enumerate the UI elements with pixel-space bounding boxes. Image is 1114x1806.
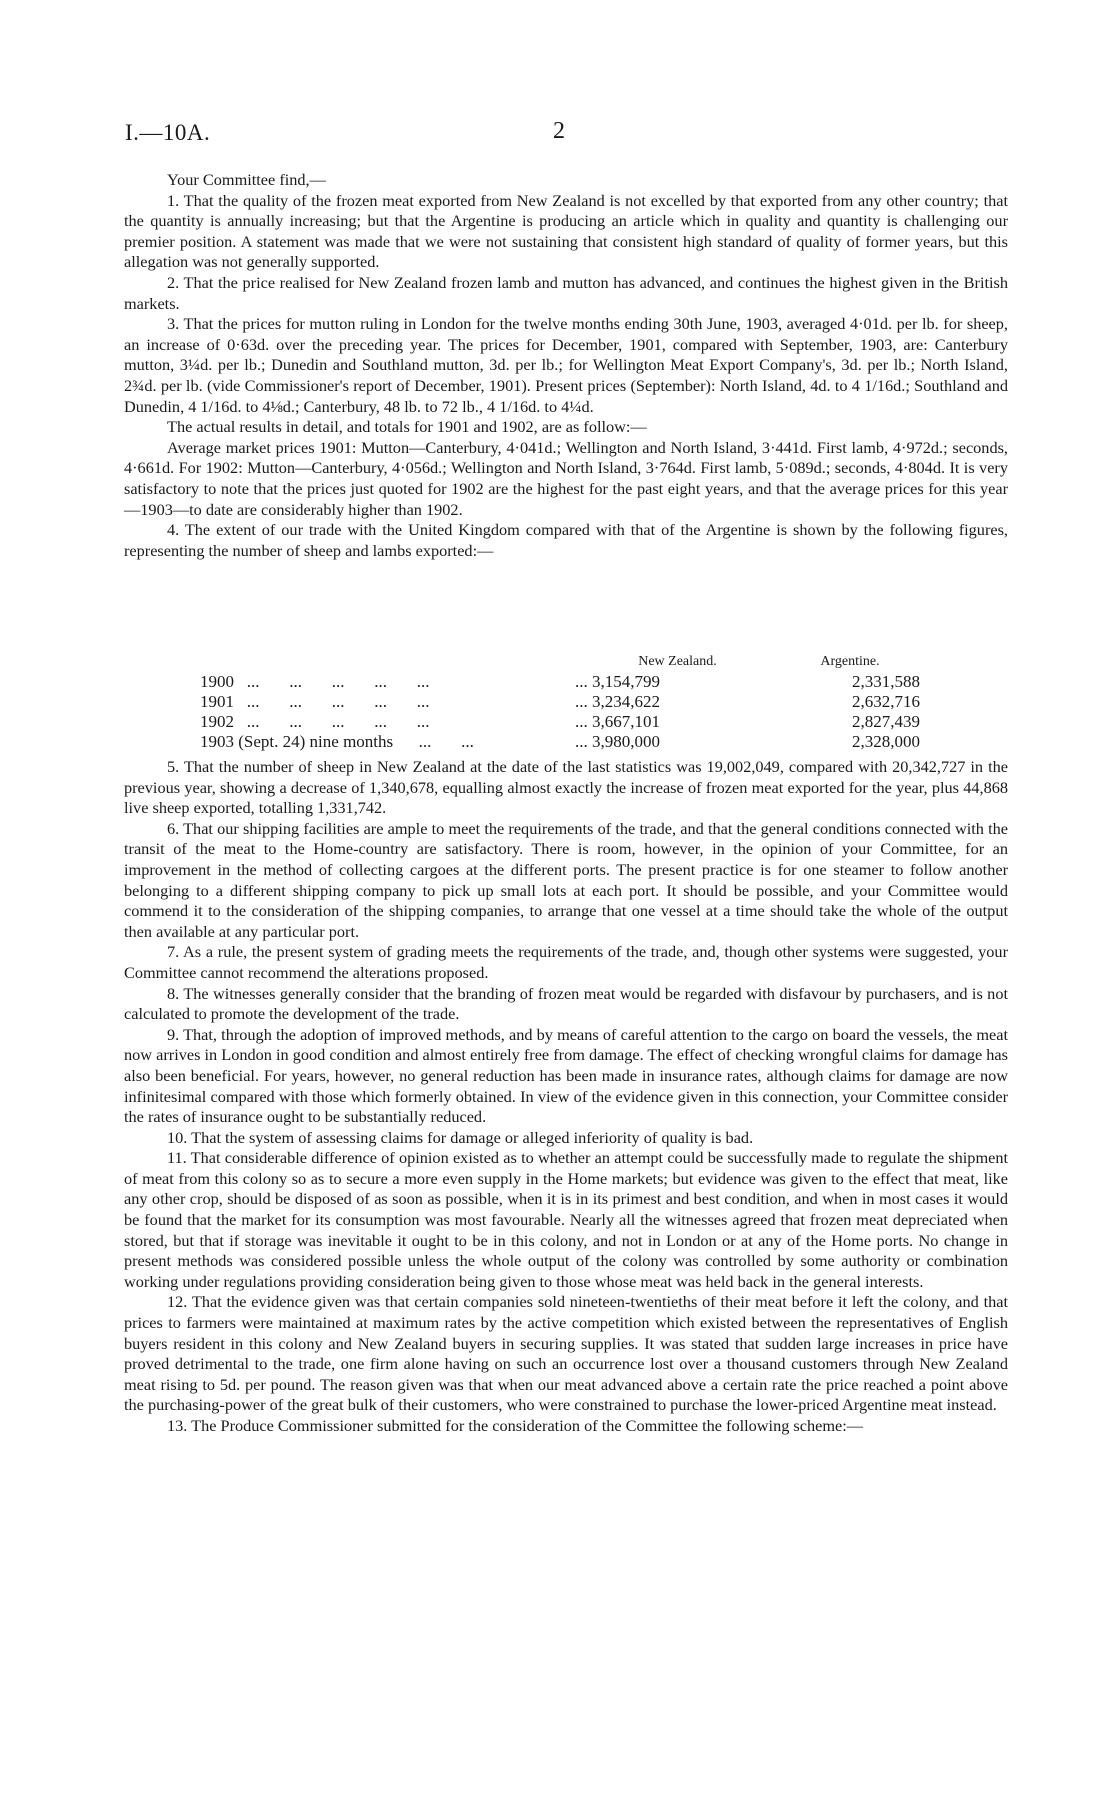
paragraph-2: 2. That the price realised for New Zealand frozen lamb and mutton has advanced, and continues the highest given in the British markets. — [124, 272, 1008, 313]
table-row — [200, 692, 920, 712]
table-row — [200, 712, 920, 732]
row-new-zealand-value: 3,980,000 — [592, 732, 660, 751]
paragraph-12: 12. That the evidence given was that certain companies sold nineteen-twentieths of their meat before it left the colony, and that prices to farmers were maintained at maximum rates by the active competition which existed between the representatives of English buyers resident in this colony and New Zealand buyers in securing supplies. It was stated that sudden large increases in price have proved detrimental to the trade, one firm alone having on such an occurrence lost over a thousand customers through New Zealand meat rising to 5d. per pound. The reason given was that when our meat advanced above a certain rate the price reached a point above the purchasing-power of the great bulk of their customers, who were constrained to purchase the lower-priced Argentine meat instead. — [124, 1292, 1008, 1415]
row-year: 1900 — [200, 672, 234, 691]
table-row — [200, 732, 920, 752]
paragraph-11: 11. That considerable difference of opinion existed as to whether an attempt could be successfully made to regulate the shipment of meat from this colony so as to secure a more even supply in the Home markets; but evidence was given to the effect that meat, like any other crop, should be disposed of as soon as possible, when it is in its primest and best condition, and when in most cases it would be found that the market for its consumption was most favourable. Nearly all the witnesses agreed that frozen meat depreciated when stored, but that if storage was inevitable it ought to be in this colony, and not in London or at any of the Home ports. No change in present methods was considered possible unless the whole output of the colony was controlled by some authority or combination working under regulations providing consideration being given to those whose meat was held back in the general interests. — [124, 1148, 1008, 1291]
paragraph-1: 1. That the quality of the frozen meat exported from New Zealand is not excelled by that exported from any other country; that the quantity is annually increasing; but that the Argentine is producing an article which in quality and quantity is challenging our premier position. A statement was made that we were not sustaining that consistent high standard of quality of former years, but this allegation was not generally supported. — [124, 190, 1008, 272]
page-number: 2 — [553, 118, 565, 144]
leader-dots: ... — [575, 692, 592, 711]
paragraph-prices: Average market prices 1901: Mutton—Canterbury, 4·041d.; Wellington and North Island, 3·441d. First lamb, 4·972d.; seconds, 4·661d. For 1902: Mutton—Canterbury, 4·056d.; Wellington and North Island, 3·764d. First lamb, 5·089d.; seconds, 4·804d. It is very satisfactory to note that the prices just quoted for 1902 are the highest for the past eight years, and that the average prices for this year—1903—to date are considerably higher than 1902. — [124, 437, 1008, 519]
leader-dots: ... ... ... ... ... — [246, 672, 430, 691]
paragraph-7: 7. As a rule, the present system of grading meets the requirements of the trade, and, though other systems were suggested, your Committee cannot recommend the alterations proposed. — [124, 942, 1008, 982]
leader-dots: ... — [575, 732, 592, 751]
table-header-row — [200, 652, 920, 672]
column-header-argentine: Argentine. — [820, 654, 880, 669]
text-block-bottom — [124, 757, 1008, 1437]
paragraph-intro: Your Committee find,— — [167, 170, 326, 189]
paragraph-3: 3. That the prices for mutton ruling in London for the twelve months ending 30th June, 1903, averaged 4·01d. per lb. for sheep, an increase of 0·63d. over the preceding year. The prices for December, 1901, compared with September, 1903, are: Canterbury mutton, 3¼d. per lb.; Dunedin and Southland mutton, 3d. per lb.; for Wellington Meat Export Company's, 3d. per lb.; North Island, 2¾d. per lb. (vide Commissioner's report of December, 1901). Present prices (September): North Island, 4d. to 4 1/16d.; Southland and Dunedin, 4 1/16d. to 4⅛d.; Canterbury, 48 lb. to 72 lb., 4 1/16d. to 4¼d. — [124, 314, 1008, 416]
leader-dots: ... ... ... ... ... — [246, 712, 430, 731]
row-year: 1903 (Sept. 24) nine months — [200, 732, 394, 751]
paragraph-6: 6. That our shipping facilities are ample to meet the requirements of the trade, and that the general conditions connected with the transit of the meat to the Home-country are satisfactory. There is room, however, in the opinion of your Committee, for an improvement in the method of collecting cargoes at the different ports. The present practice is for one steamer to follow another belonging to a different shipping company to pick up small lots at each port. It should be possible, and your Committee would commend it to the consideration of the shipping companies, to arrange that one vessel at a time should take the whole of the output then available at any particular port. — [124, 818, 1008, 941]
column-header-new-zealand: New Zealand. — [638, 654, 717, 669]
row-argentine-value: 2,827,439 — [852, 712, 920, 731]
export-table — [200, 652, 920, 752]
row-argentine-value: 2,328,000 — [852, 732, 920, 751]
leader-dots: ... ... ... ... ... — [246, 692, 430, 711]
row-year: 1901 — [200, 692, 234, 711]
paragraph-4: 4. The extent of our trade with the United Kingdom compared with that of the Argentine is shown by the following figures, representing the number of sheep and lambs exported:— — [124, 520, 1008, 560]
document-reference: I.—10A. — [125, 120, 211, 145]
paragraph-9: 9. That, through the adoption of improved methods, and by means of careful attention to the cargo on board the vessels, the meat now arrives in London in good condition and almost entirely free from damage. The effect of checking wrongful claims for damage has also been beneficial. For years, however, no general reduction has been made in insurance rates, although claims for damage are now infinitesimal compared with those which formerly obtained. In view of the evidence given in this connection, your Committee consider the rates of insurance ought to be substantially reduced. — [124, 1024, 1008, 1127]
leader-dots: ... — [575, 712, 592, 731]
paragraph-13: 13. The Produce Commissioner submitted for the consideration of the Committee the following scheme:— — [167, 1416, 864, 1435]
row-year: 1902 — [200, 712, 234, 731]
paragraph-10: 10. That the system of assessing claims for damage or alleged inferiority of quality is bad. — [167, 1127, 754, 1147]
row-new-zealand-value: 3,154,799 — [592, 672, 660, 691]
leader-dots: ... — [575, 672, 592, 691]
row-new-zealand-value: 3,234,622 — [592, 692, 660, 711]
paragraph-5: 5. That the number of sheep in New Zealand at the date of the last statistics was 19,002,049, compared with 20,342,727 in the previous year, showing a decrease of 1,340,678, equalling almost exactly the increase of frozen meat exported for the year, plus 44,868 live sheep exported, totalling 1,331,742. — [124, 757, 1008, 818]
paragraph-8: 8. The witnesses generally consider that the branding of frozen meat would be regarded with disfavour by purchasers, and is not calculated to promote the development of the trade. — [124, 983, 1008, 1024]
text-block-top — [124, 170, 1008, 561]
row-argentine-value: 2,331,588 — [852, 672, 920, 691]
leader-dots: ... ... — [418, 732, 474, 751]
paragraph-results: The actual results in detail, and totals for 1901 and 1902, are as follow:— — [167, 417, 647, 437]
row-argentine-value: 2,632,716 — [852, 692, 920, 711]
table-row — [200, 672, 920, 692]
row-new-zealand-value: 3,667,101 — [592, 712, 660, 731]
